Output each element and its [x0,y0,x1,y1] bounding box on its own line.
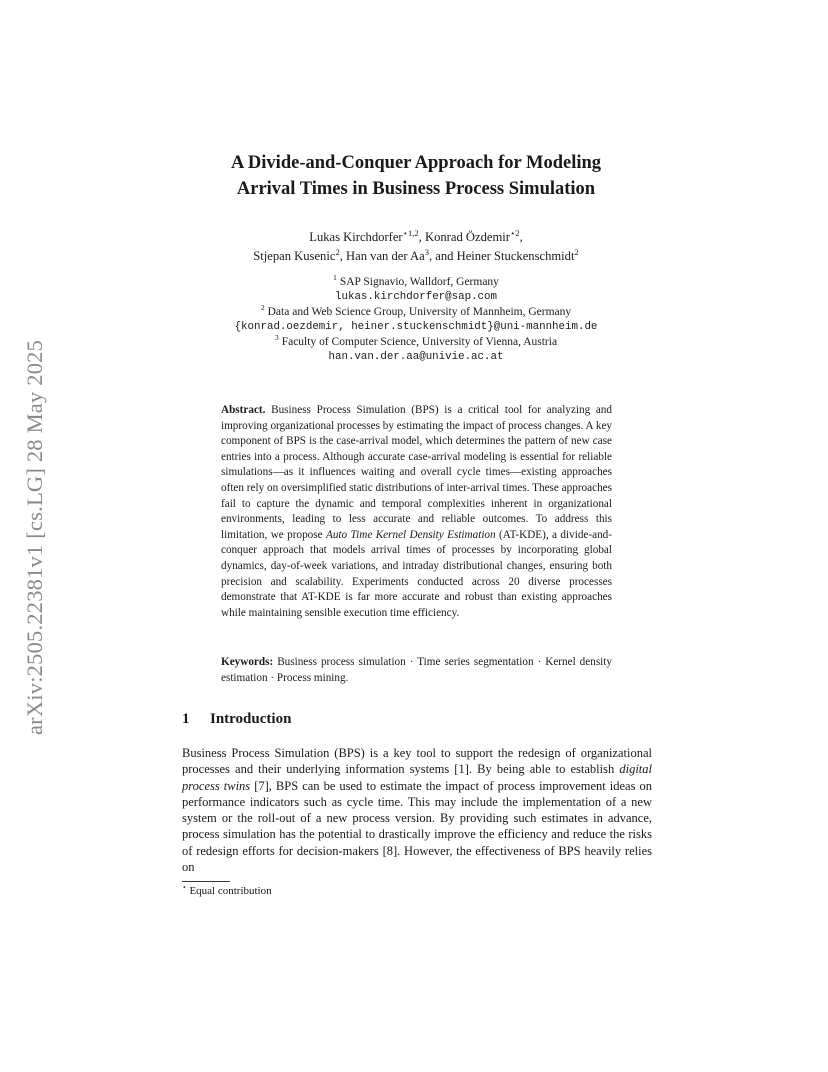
intro-paragraph [182,745,652,875]
author-name: , Han van der Aa [339,249,425,263]
affiliation-email[interactable]: han.van.der.aa@univie.ac.at [328,351,504,363]
footnote [182,882,272,897]
affiliation-number: 2 [260,303,265,313]
author-line-1 [150,228,682,247]
author-superscript: ⋆1,2 [402,227,419,238]
title-line-2: Arrival Times in Business Process Simulation [236,179,596,199]
author-superscript: ⋆2 [509,227,520,238]
section-heading [182,711,291,728]
keywords [221,655,612,686]
footnote-text: Equal contribution [186,885,272,897]
affiliations [150,275,682,365]
footnote-rule [182,881,230,882]
author-superscript: 2 [574,246,579,257]
title-line-1: A Divide-and-Conquer Approach for Modeling [230,153,602,173]
section-number: 1 [182,711,190,727]
keywords-label: Keywords: [221,656,274,668]
affiliation-email[interactable]: lukas.kirchdorfer@sap.com [335,291,497,303]
affiliation-number: 1 [333,273,337,283]
author-name: Lukas Kirchdorfer [309,230,403,244]
affiliation-name: SAP Signavio, Walldorf, Germany [336,276,499,288]
intro-text: [7], BPS can be used to estimate the impact of process improvement ideas on performance indicators such as cycle time. This may include the implementation of a new system or the roll-out of a new process version. By providing such estimates in advance, process simulation has the potential to drastically improve the efficiency and reduce the risks of redesign efforts for decision-makers [8]. However, the effectiveness of BPS heavily relies on [182,778,652,875]
author-name: Stjepan Kusenic [253,249,336,263]
abstract-text: Business Process Simulation (BPS) is a critical tool for analyzing and improving organizational processes by estimating the impact of process changes. A key component of BPS is the case-arrival model, which determines the pattern of new case entries into a process. Although accurate case-arrival modeling is essential for reliable simulations—as it influences waiting and overall cycle times—existing approaches often rely on oversimplified static distributions of inter-arrival times. These approaches fail to capture the dynamic and temporal complexities inherent in organizational environments, leading to less accurate and reliable outcomes. To address this limitation, we propose [221,404,612,541]
author-superscript: 3 [424,246,429,257]
paper-title [150,150,682,202]
keywords-text: Business process simulation · Time series segmentation · Kernel density estimation · Process mining. [221,656,612,684]
affiliation-name: Faculty of Computer Science, University of Vienna, Austria [278,336,558,348]
abstract-label: Abstract. [221,404,266,416]
author-line-2 [150,247,682,266]
abstract-text: (AT-KDE), a divide-and-conquer approach that models arrival times of processes by incorporating global dynamics, day-of-week variations, and intraday distributional changes, ensuring both precision and scalability. Experiments conducted across 20 diverse processes demonstrate that AT-KDE is far more accurate and robust than existing approaches while maintaining sensible execution time efficiency. [221,528,612,619]
affiliation-email[interactable]: {konrad.oezdemir, heiner.stuckenschmidt}@uni-mannheim.de [234,321,598,333]
intro-emphasis: digital process twins [182,762,652,793]
affiliation [150,335,682,350]
affiliation-name: Data and Web Science Group, University of Mannheim, Germany [264,306,572,318]
abstract-method-name: Auto Time Kernel Density Estimation [326,528,496,541]
affiliation-number: 3 [274,333,279,343]
author-name: , and Heiner Stuckenschmidt [428,249,575,263]
author-name: , Konrad Özdemir [418,230,510,244]
affiliation [150,305,682,320]
footnote-mark: ⋆ [182,882,187,892]
abstract [221,403,612,621]
arxiv-identifier: arXiv:2505.22381v1 [cs.LG] 28 May 2025 [22,339,47,735]
author-separator: , [519,230,523,244]
affiliation [150,275,682,290]
author-list [150,228,682,266]
section-title: Introduction [210,711,292,727]
intro-text: Business Process Simulation (BPS) is a key tool to support the redesign of organizational processes and their underlying information systems [1]. By being able to establish [182,746,652,777]
author-superscript: 2 [335,246,340,257]
